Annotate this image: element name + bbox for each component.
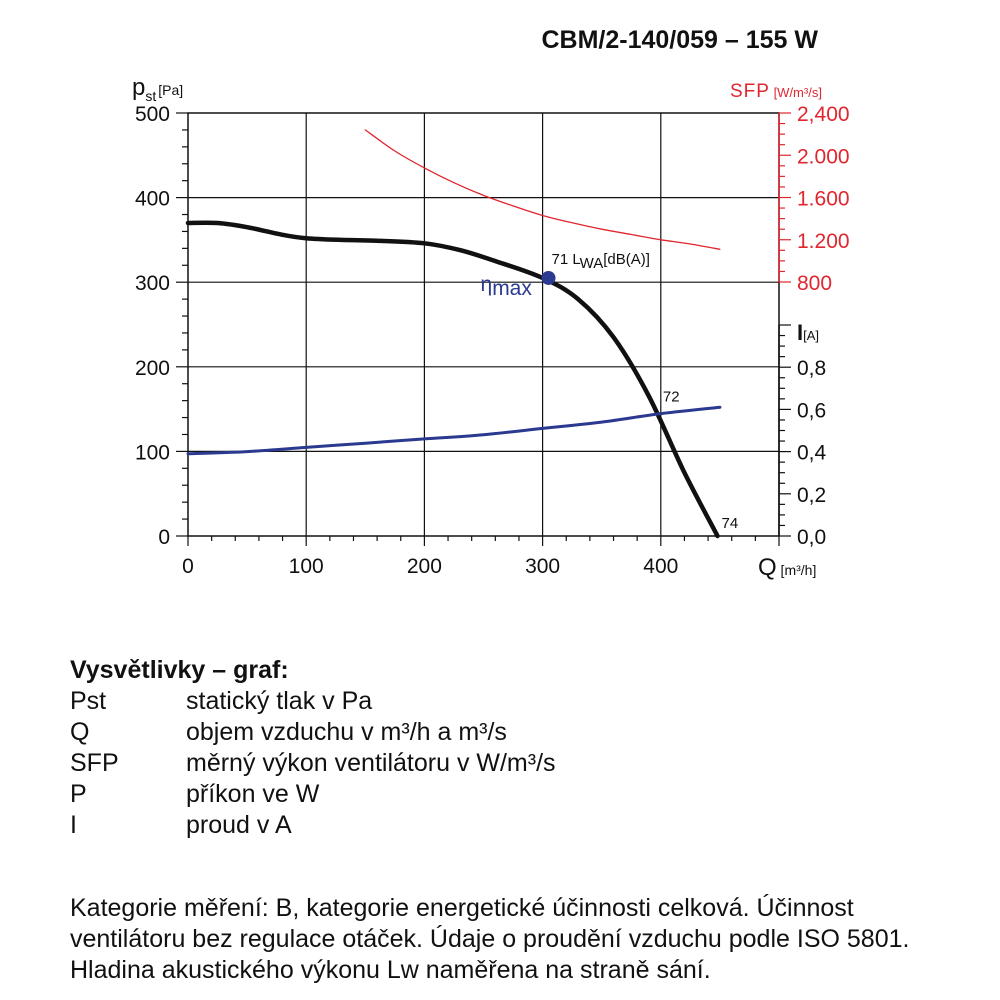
eta-symbol: η [480, 272, 493, 296]
y-axis-label [132, 74, 183, 104]
annotation-subscript: WA [579, 254, 604, 272]
eta-max-label [481, 273, 533, 300]
legend-desc: proud v A [186, 811, 292, 839]
x-axis-label [758, 554, 816, 581]
current-axis-unit: [A] [803, 328, 820, 343]
x-tick-label: 200 [406, 555, 442, 578]
legend-row [70, 717, 950, 748]
legend-abbr: P [70, 780, 87, 808]
y-axis-subscript: st [145, 88, 157, 104]
legend-desc: statický tlak v Pa [186, 687, 373, 715]
annotation-suffix: [dB(A)] [603, 250, 650, 268]
x-tick-label: 100 [288, 555, 324, 578]
current-tick-label: 0,4 [797, 441, 827, 465]
annotation-label: 74 [721, 515, 739, 532]
x-axis-unit: [m³/h] [776, 562, 817, 578]
chart-title: CBM/2-140/059 – 155 W [541, 26, 818, 54]
current-axis-symbol: I [797, 320, 804, 345]
sfp-tick-label: 2.000 [797, 145, 850, 169]
legend-row [70, 748, 950, 779]
sfp-tick-label: 2,400 [797, 103, 850, 126]
current-axis-label [797, 320, 819, 345]
measurement-note: Kategorie měření: B, kategorie energetické účinnosti celková. Účinnost ventilátoru bez regulace otáček. Údaje o proudění vzduchu podle ISO 5801. Hladina akustického výkonu Lw naměřena na straně sání. [70, 894, 910, 984]
series-line-pressure [188, 223, 718, 536]
legend-abbr: I [70, 811, 77, 839]
y-axis-unit: [Pa] [158, 82, 184, 98]
series-line-current [188, 407, 720, 453]
sfp-tick-label: 1.200 [797, 229, 850, 253]
y-axis-symbol: p [132, 74, 146, 101]
sfp-axis-unit: [W/m³/s] [769, 85, 822, 100]
sfp-tick-label: 1.600 [797, 187, 850, 211]
current-tick-label: 0,2 [797, 483, 827, 507]
y-tick-label: 100 [134, 441, 170, 465]
x-tick-label: 0 [182, 555, 194, 578]
y-tick-label: 0 [158, 526, 170, 549]
eta-max-point [542, 271, 556, 285]
x-axis-symbol: Q [758, 554, 777, 581]
plot-frame [188, 113, 779, 536]
sfp-axis-symbol: SFP [730, 81, 770, 102]
legend-title: Vysvětlivky – graf: [70, 656, 289, 684]
x-tick-label: 300 [525, 555, 561, 578]
current-tick-label: 0,0 [797, 526, 827, 549]
legend-abbr: Q [70, 718, 90, 746]
current-tick-label: 0,6 [797, 399, 827, 423]
y-tick-label: 400 [134, 187, 170, 211]
y-tick-label: 200 [134, 356, 170, 380]
legend-abbr: Pst [70, 687, 107, 715]
eta-subscript: max [492, 276, 532, 300]
y-tick-label: 300 [134, 272, 170, 296]
legend-desc: měrný výkon ventilátoru v W/m³/s [186, 749, 556, 777]
sfp-axis-label [730, 81, 822, 102]
legend-row [70, 779, 950, 810]
legend-desc: příkon ve W [186, 780, 320, 808]
legend-desc: objem vzduchu v m³/h a m³/s [186, 718, 507, 746]
annotation-label [552, 251, 650, 272]
annotation-label: 72 [662, 388, 680, 406]
y-tick-label: 500 [134, 103, 170, 126]
x-tick-label: 400 [643, 555, 679, 578]
current-tick-label: 0,8 [797, 357, 827, 381]
sfp-tick-label: 800 [797, 272, 833, 295]
annotation-text: 71 L [551, 250, 580, 268]
legend-section [70, 655, 950, 841]
legend-abbr: SFP [70, 749, 119, 777]
legend-row [70, 686, 950, 717]
legend-row [70, 810, 950, 841]
